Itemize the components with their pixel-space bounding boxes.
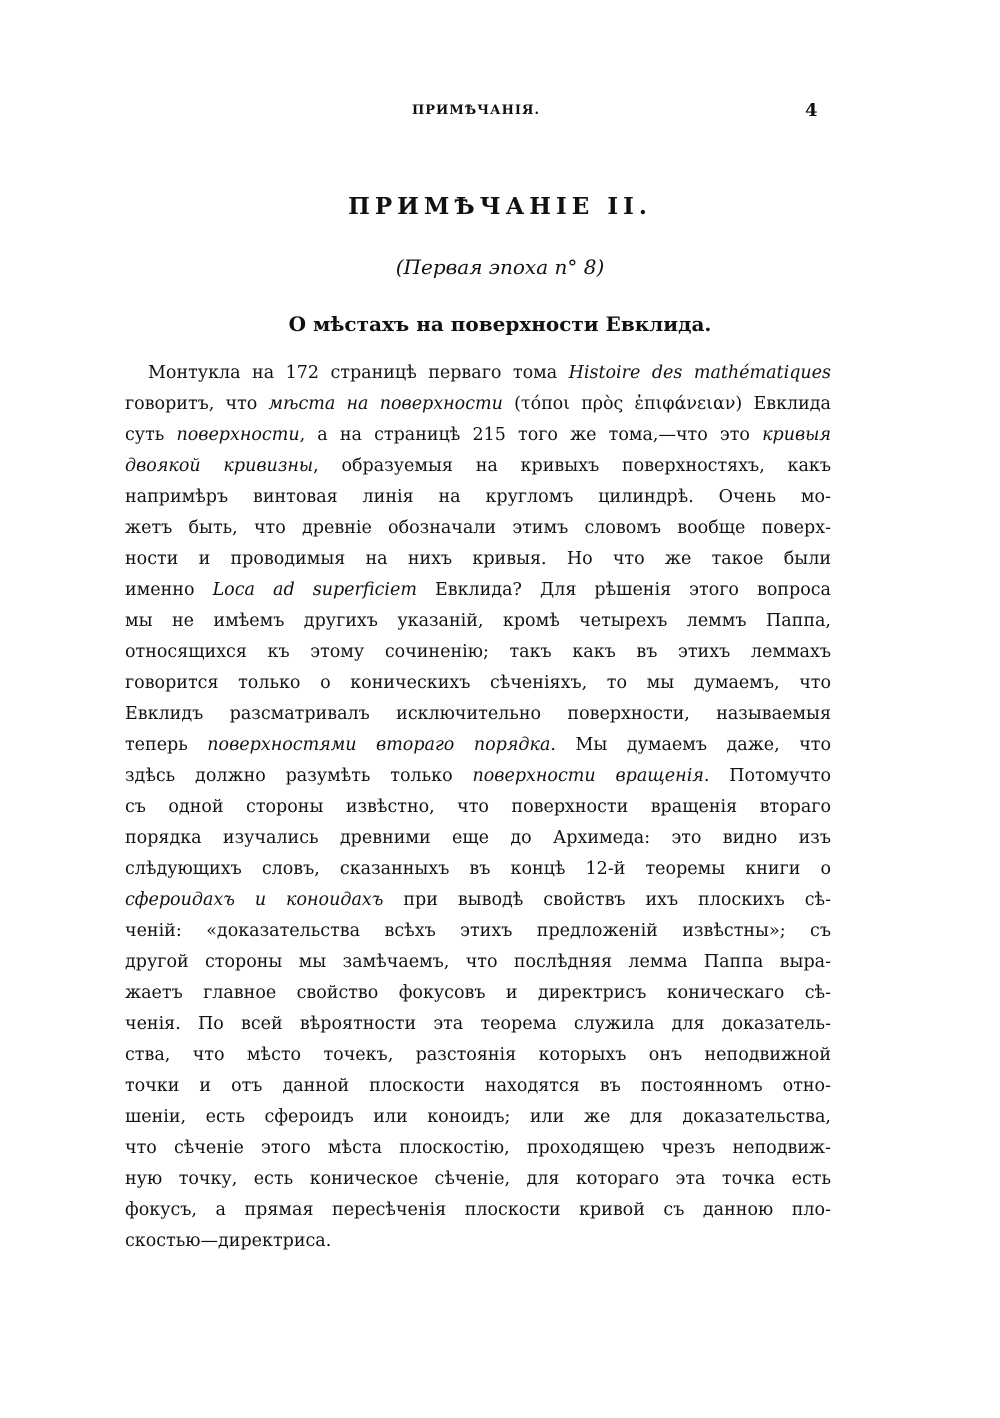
text-run: . Потомучто (703, 766, 832, 786)
text-line (125, 792, 831, 823)
text-run: (τόποι πρὸς ἐπιφάνειαν) Евклида (502, 394, 831, 414)
text-line (125, 1009, 831, 1040)
text-run: мы не имѣемъ другихъ указаній, кромѣ четырехъ леммъ Паппа, (125, 611, 831, 631)
text-line (125, 885, 831, 916)
text-run: напримѣръ винтовая линія на кругломъ цилиндрѣ. Очень мо- (125, 487, 831, 507)
italic-phrase: мѣста на поверхности (268, 394, 503, 414)
text-run: жаетъ главное свойство фокусовъ и директрисъ коническаго сѣ- (125, 983, 831, 1003)
text-run: именно (125, 580, 213, 600)
text-line (125, 389, 831, 420)
text-run: шеніи, есть сфероидъ или коноидъ; или же для доказательства, (125, 1107, 831, 1127)
text-line (125, 1071, 831, 1102)
italic-phrase: двоякой кривизны (125, 456, 314, 476)
text-line (125, 575, 831, 606)
text-run: Монтукла на 172 страницѣ перваго тома (148, 363, 569, 383)
text-run: говоритъ, что (125, 394, 269, 414)
body-paragraph (125, 358, 831, 1257)
italic-phrase: Loca ad superficiem (212, 580, 417, 600)
running-title: ПРИМѢЧАНІЯ. (412, 103, 540, 118)
text-run: ности и проводимыя на нихъ кривыя. Но что же такое были (125, 549, 831, 569)
text-line (125, 606, 831, 637)
italic-phrase: поверхностями втораго порядка (207, 735, 551, 755)
text-run: порядка изучались древними еще до Архимеда: это видно изъ (125, 828, 831, 848)
text-run: Евклида? Для рѣшенія этого вопроса (416, 580, 831, 600)
text-run: ную точку, есть коническое сѣченіе, для котораго эта точка есть (125, 1169, 831, 1189)
text-run: жетъ быть, что древніе обозначали этимъ словомъ вообще поверх- (125, 518, 831, 538)
text-line (125, 420, 831, 451)
text-line (125, 1195, 831, 1226)
text-line (125, 730, 831, 761)
note-subtitle: (Первая эпоха n° 8) (395, 255, 605, 279)
text-line (125, 513, 831, 544)
text-run: . Мы думаемъ даже, что (550, 735, 831, 755)
text-run: при выводѣ свойствъ ихъ плоскихъ сѣ- (383, 890, 831, 910)
italic-phrase: поверхности (176, 425, 300, 445)
text-line (125, 1040, 831, 1071)
text-run: слѣдующихъ словъ, сказанныхъ въ концѣ 12-й теоремы книги о (125, 859, 831, 879)
text-line (125, 947, 831, 978)
text-run: другой стороны мы замѣчаемъ, что послѣдняя лемма Паппа выра- (125, 952, 831, 972)
text-line (125, 1226, 831, 1257)
text-line (125, 761, 831, 792)
note-title: ПРИМѢЧАНІЕ II. (348, 193, 652, 220)
text-line (125, 854, 831, 885)
text-run: съ одной стороны извѣстно, что поверхности вращенія втораго (125, 797, 831, 817)
text-line (125, 823, 831, 854)
text-line (125, 482, 831, 513)
section-title: О мѣстахъ на поверхности Евклида. (288, 312, 712, 336)
text-line (125, 1102, 831, 1133)
text-line (125, 978, 831, 1009)
italic-phrase: поверхности вращенія (472, 766, 704, 786)
text-run: скостью—директриса. (125, 1231, 332, 1251)
text-run: фокусъ, а прямая пересѣченія плоскости кривой съ данною пло- (125, 1200, 831, 1220)
text-run: относящихся къ этому сочиненію; такъ какъ въ этихъ леммахъ (125, 642, 831, 662)
text-line (125, 451, 831, 482)
text-run: теперь (125, 735, 208, 755)
text-run: Евклидъ разсматривалъ исключительно поверхности, называемыя (125, 704, 831, 724)
text-line (125, 668, 831, 699)
italic-phrase: Histoire des mathématiques (568, 363, 831, 383)
text-run: здѣсь должно разумѣть только (125, 766, 473, 786)
page-number: 4 (805, 100, 818, 121)
text-run: точки и отъ данной плоскости находятся въ постоянномъ отно- (125, 1076, 831, 1096)
text-run: ства, что мѣсто точекъ, разстоянія которыхъ онъ неподвижной (125, 1045, 831, 1065)
text-run: суть (125, 425, 177, 445)
text-line (125, 544, 831, 575)
text-run: ченія. По всей вѣроятности эта теорема служила для доказатель- (125, 1014, 831, 1034)
text-run: говорится только о коническихъ сѣченіяхъ, то мы думаемъ, что (125, 673, 831, 693)
text-run: ченій: «доказательства всѣхъ этихъ предложеній извѣстны»; съ (125, 921, 831, 941)
text-run: что сѣченіе этого мѣста плоскостію, проходящею чрезъ неподвиж- (125, 1138, 831, 1158)
text-line (125, 358, 831, 389)
text-line (125, 637, 831, 668)
italic-phrase: сфероидахъ и коноидахъ (125, 890, 384, 910)
text-line (125, 1133, 831, 1164)
text-line (125, 1164, 831, 1195)
text-run: , а на страницѣ 215 того же тома,—что это (299, 425, 763, 445)
italic-phrase: кривыя (762, 425, 832, 445)
text-line (125, 916, 831, 947)
text-line (125, 699, 831, 730)
text-run: , образуемыя на кривыхъ поверхностяхъ, какъ (313, 456, 831, 476)
